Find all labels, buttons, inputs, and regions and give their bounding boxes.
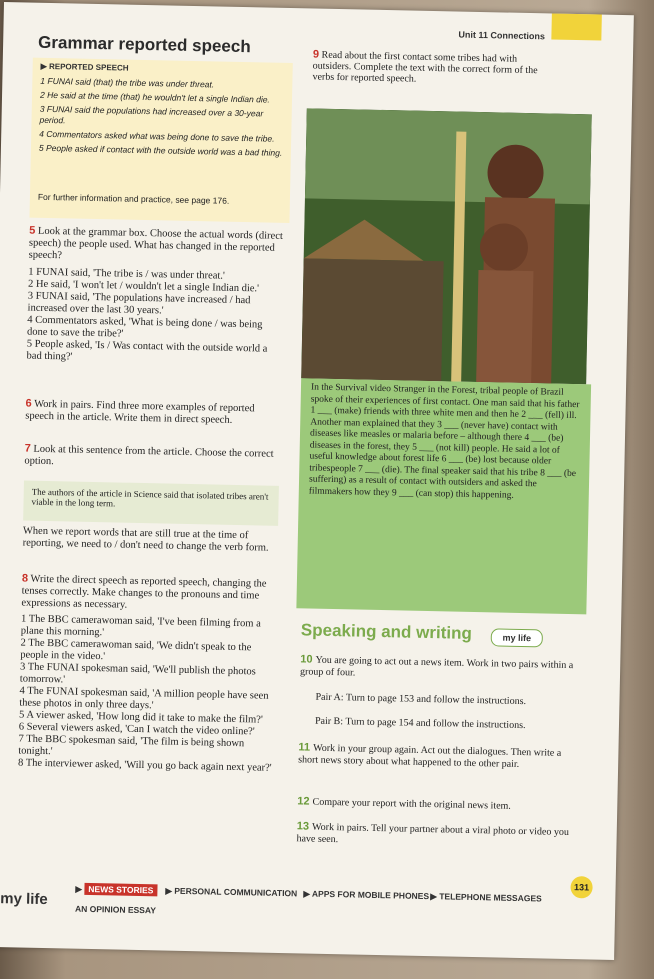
list-item: 4 Commentators asked, 'What is being done / was being done to save the tribe?': [26, 314, 263, 340]
list-item: 1 The BBC camerawoman said, 'I've been filming from a plane this morning.': [20, 613, 261, 639]
exercise-instruction: Look at the grammar box. Choose the actual words (direct speech) the people used. What has changed in the reported speech?: [28, 225, 283, 262]
exercise-11: [298, 741, 578, 772]
footer-opinion-essay: AN OPINION ESSAY: [74, 903, 157, 916]
textbook-page: [0, 2, 634, 960]
exercise-number: 13: [296, 820, 313, 833]
exercise-7-rule: When we report words that are still true at the time of reporting, we need to / don't need to change the verb form.: [22, 525, 269, 554]
page-footer: [0, 870, 616, 933]
grammar-item: 3 FUNAI said the populations had increased over a 30-year period.: [39, 103, 264, 126]
list-item: 5 People asked, 'Is / Was contact with the outside world a bad thing?': [26, 338, 268, 363]
list-item: 6 Several viewers asked, 'Can I watch the video online?': [18, 721, 255, 738]
exercise-instruction: You are going to act out a news item. Work in two pairs within a group of four.: [299, 654, 574, 679]
exercise-number: 6: [25, 397, 32, 410]
exercise-instruction: Look at this sentence from the article. Choose the correct option.: [24, 443, 274, 468]
exercise-instruction: Write the direct speech as reported speech, changing the tenses correctly. Make changes to the pronouns and time expressions as necessary.: [21, 573, 267, 611]
grammar-item: 1 FUNAI said (that) the tribe was under threat.: [40, 75, 215, 90]
exercise-instruction: Compare your report with the original news item.: [312, 796, 511, 812]
exercise-instruction: Work in pairs. Find three more examples of reported speech in the article. Write them in direct speech.: [25, 398, 255, 426]
exercise-instruction: Work in pairs. Tell your partner about a viral photo or video you have seen.: [296, 821, 570, 846]
exercise-10: [300, 653, 580, 684]
exercise-number: 12: [297, 795, 313, 808]
list-item: 3 The FUNAI spokesman said, 'We'll publish the photos tomorrow.': [19, 661, 256, 686]
exercise-number: 8: [21, 572, 29, 585]
exercise-8: [18, 573, 277, 775]
exercise-number: 7: [24, 442, 31, 455]
list-item: 3 FUNAI said, 'The populations have increased / had increased over the last 30 years.': [27, 290, 251, 317]
list-item: 2 The BBC camerawoman said, 'We didn't speak to the people in the video.': [20, 637, 252, 663]
grammar-box-footer: For further information and practice, see page 176.: [37, 191, 230, 206]
unit-header: Unit 11 Connections: [458, 29, 546, 42]
exercise-number: 10: [300, 653, 316, 666]
grammar-item: 5 People asked if contact with the outside world was a bad thing.: [38, 142, 283, 158]
exercise-5: [26, 225, 284, 368]
grammar-item: 4 Commentators asked what was being done to save the tribe.: [39, 128, 275, 144]
footer-apps: ▶ APPS FOR MOBILE PHONES: [303, 888, 430, 902]
grammar-title: Grammar reported speech: [37, 32, 251, 57]
footer-personal-communication: ▶ PERSONAL COMMUNICATION: [165, 885, 298, 899]
pair-a-instruction: Pair A: Turn to page 153 and follow the instructions.: [315, 691, 527, 708]
list-item: 4 The FUNAI spokesman said, 'A million people have seen these photos in only three days.': [19, 685, 269, 712]
speaking-writing-title: Speaking and writing: [300, 620, 473, 643]
exercise-6: [25, 398, 280, 428]
grammar-box: [29, 58, 292, 223]
tribe-photo: [301, 108, 592, 384]
footer-my-life: my life: [0, 890, 48, 909]
exercise-9: [312, 48, 543, 87]
list-item: 2 He said, 'I won't let / wouldn't let a single Indian die.': [27, 278, 260, 295]
exercise-number: 5: [29, 224, 36, 237]
list-item: 8 The interviewer asked, 'Will you go back again next year?': [17, 757, 272, 774]
exercise-number: 11: [298, 741, 314, 754]
list-item: 5 A viewer asked, 'How long did it take to make the film?': [18, 709, 263, 726]
pair-b-instruction: Pair B: Turn to page 154 and follow the instructions.: [314, 715, 526, 732]
exercise-12: [297, 795, 577, 814]
exercise-number: 9: [312, 48, 320, 61]
my-life-badge: my life: [491, 628, 543, 647]
exercise-instruction: Read about the first contact some tribes had with outsiders. Complete the text with the correct form of the verbs for reported speech.: [312, 49, 538, 85]
grammar-box-items: [39, 76, 291, 162]
footer-news-stories: ▶ NEWS STORIES: [75, 884, 157, 897]
article-quote: The authors of the article in Science said that isolated tribes aren't viable in the long term.: [23, 481, 279, 526]
footer-telephone: ▶ TELEPHONE MESSAGES: [430, 891, 542, 904]
reading-text-box: In the Survival video Stranger in the Forest, tribal people of Brazil spoke of their experiences of first contact. One man said that his father 1 ___ (make) friends with three white men and then he 2 ___ (fell) ill. Another man explained that they 3 ___ (never have) contact with diseases like measles or malaria before – although there 4 ___ (be) diseases in the forest, they 5 ___ (not kill) people. He said a lot of useful knowledge about forest life 6 ___ (be) lost because older tribespeople 7 ___ (die). The final speaker said that his tribe 8 ___ (be suffering) as a result of contact with outsiders and asked the filmmakers how they 9 ___ (can stop) this happening.: [296, 378, 591, 614]
exercise-7: [24, 443, 279, 473]
page-number: 131: [570, 876, 592, 898]
exercise-13: [296, 820, 576, 851]
grammar-box-heading: ▶ REPORTED SPEECH: [40, 61, 129, 73]
list-item: 7 The BBC spokesman said, 'The film is being shown tonight.': [18, 733, 245, 758]
list-item: 1 FUNAI said, 'The tribe is / was under threat.': [28, 266, 225, 282]
unit-tab: [551, 13, 602, 40]
exercise-instruction: Work in your group again. Act out the dialogues. Then write a short news story about what happened to the other pair.: [298, 742, 562, 770]
grammar-item: 2 He said at the time (that) he wouldn't let a single Indian die.: [39, 89, 270, 105]
